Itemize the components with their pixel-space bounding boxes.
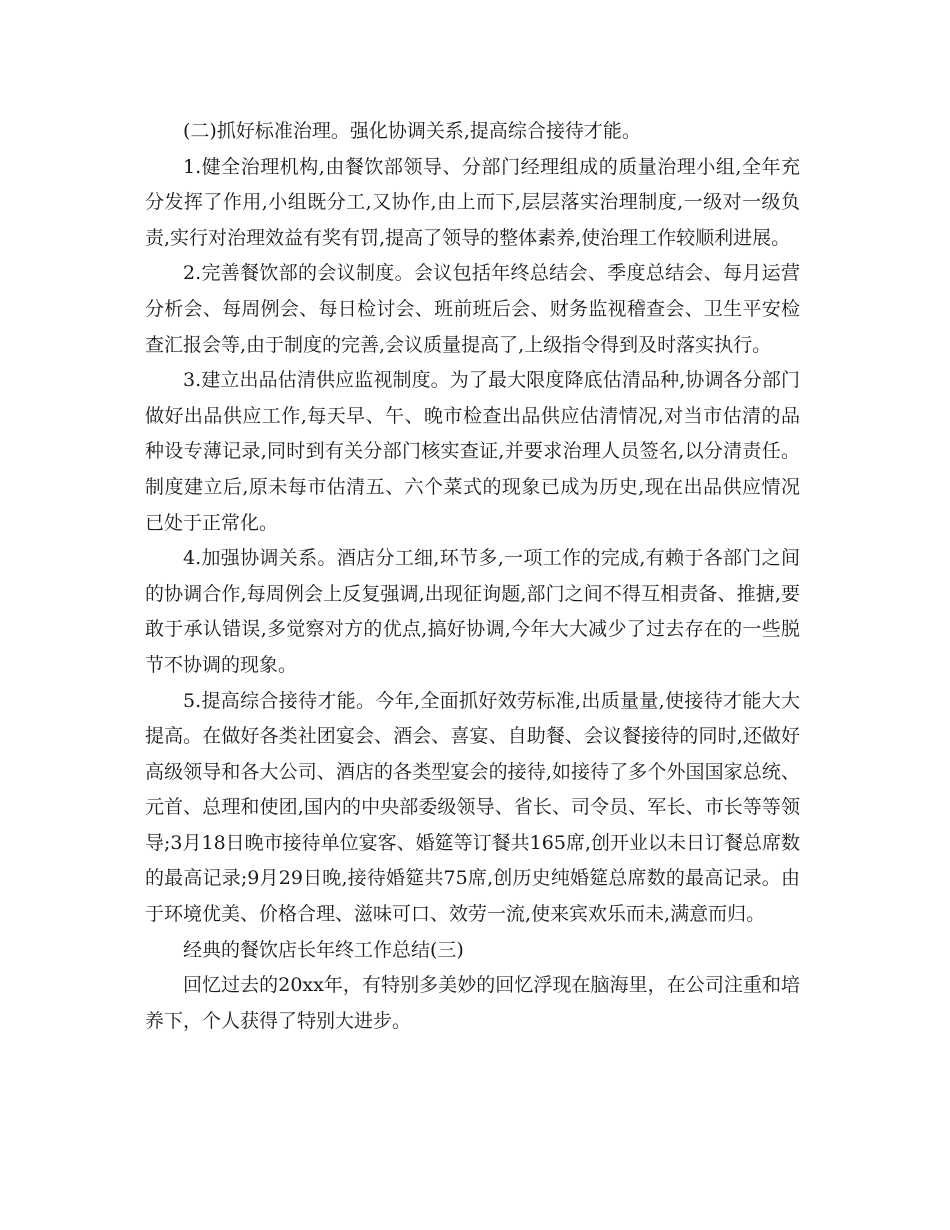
document-body xyxy=(145,114,800,1039)
paragraph-item-2: 2.完善餐饮部的会议制度。会议包括年终总结会、季度总结会、每月运营分析会、每周例会、每日检讨会、班前班后会、财务监视稽查会、卫生平安检查汇报会等,由于制度的完善,会议质量提高了,上级指令得到及时落实执行。 xyxy=(145,262,800,356)
paragraph-item-3: 3.建立出品估清供应监视制度。为了最大限度降底估清品种,协调各分部门做好出品供应工作,每天早、午、晚市检查出品供应估清情况,对当市估清的品种设专薄记录,同时到有关分部门核实查证,并要求治理人员签名,以分清责任。制度建立后,原未每市估清五、六个菜式的现象已成为历史,现在出品供应情况已处于正常化。 xyxy=(145,369,800,534)
paragraph-item-5: 5.提高综合接待才能。今年,全面抓好效劳标准,出质量量,使接待才能大大提高。在做好各类社团宴会、酒会、喜宴、自助餐、会议餐接待的同时,还做好高级领导和各大公司、酒店的各类型宴会的接待,如接待了多个外国国家总统、元首、总理和使团,国内的中央部委级领导、省长、司令员、军长、市长等等领导;3月18日晚市接待单位宴客、婚筵等订餐共165席,创开业以未日订餐总席数的最高记录;9月29日晚,接待婚筵共75席,创历史纯婚筵总席数的最高记录。由于环境优美、价格合理、滋味可口、效劳一流,使来宾欢乐而未,满意而归。 xyxy=(145,689,800,926)
paragraph-summary-title: 经典的餐饮店长年终工作总结(三) xyxy=(183,938,464,961)
paragraph-intro: 回忆过去的20xx年，有特别多美妙的回忆浮现在脑海里，在公司注重和培养下，个人获得了特别大进步。 xyxy=(145,974,800,1032)
paragraph-section-heading: (二)抓好标准治理。强化协调关系,提高综合接待才能。 xyxy=(183,120,641,142)
paragraph-item-4: 4.加强协调关系。酒店分工细,环节多,一项工作的完成,有赖于各部门之间的协调合作,每周例会上反复强调,出现征询题,部门之间不得互相责备、推搪,要敢于承认错误,多觉察对方的优点,搞好协调,今年大大减少了过去存在的一些脱节不协调的现象。 xyxy=(145,547,800,676)
paragraph-item-1: 1.健全治理机构,由餐饮部领导、分部门经理组成的质量治理小组,全年充分发挥了作用,小组既分工,又协作,由上而下,层层落实治理制度,一级对一级负责,实行对治理效益有奖有罚,提高了领导的整体素养,使治理工作较顺利进展。 xyxy=(145,155,800,249)
